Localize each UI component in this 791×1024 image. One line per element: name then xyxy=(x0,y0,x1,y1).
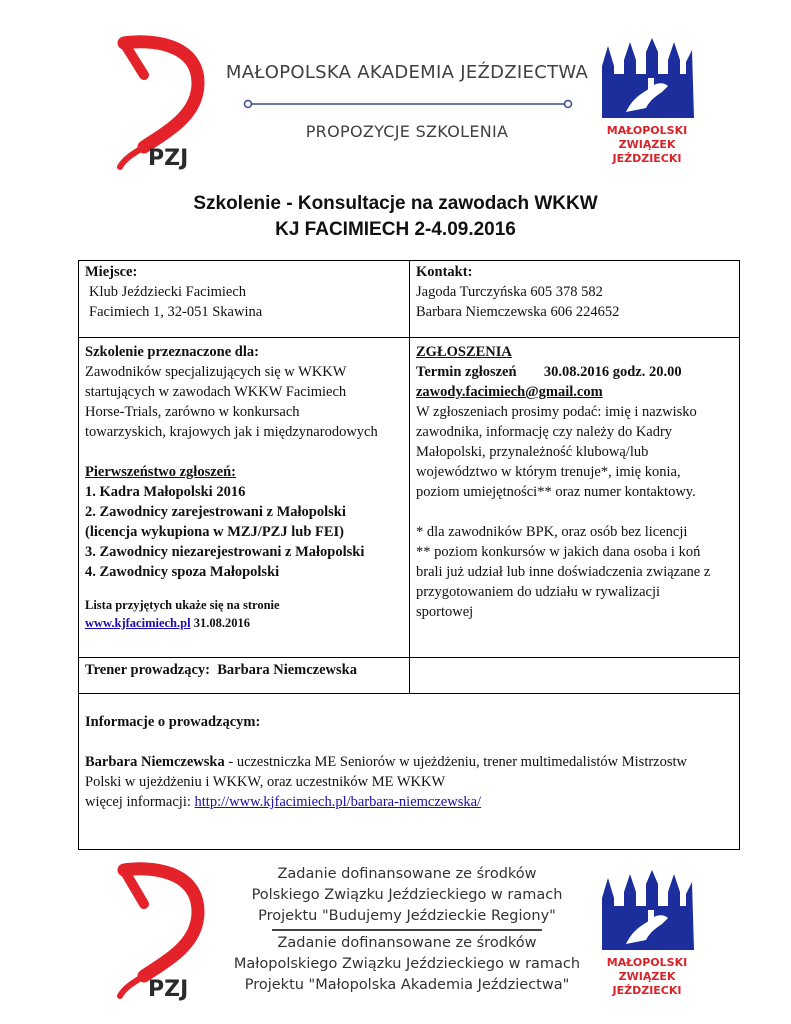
registration-info-line: W zgłoszeniach prosimy podać: imię i nazwisko xyxy=(416,404,697,420)
footer-block2-line: Projektu "Małopolska Akademia Jeździectwa" xyxy=(244,977,570,993)
mzj-logo xyxy=(598,38,696,170)
target-line: Zawodników specjalizujących się w WKKW xyxy=(85,364,347,380)
priority-item: (licencja wykupiona w MZJ/PZJ lub FEI) xyxy=(85,524,345,540)
academy-title: MAŁOPOLSKA AKADEMIA JEŹDZIECTWA xyxy=(225,62,589,83)
column-divider xyxy=(409,261,410,693)
footer-pzj-logo xyxy=(110,862,210,1010)
place-club: Klub Jeździecki Facimiech xyxy=(89,284,247,300)
registration-info-line: zawodnika, informację czy należy do Kadry xyxy=(416,424,673,440)
contact-person-1: Jagoda Turczyńska 605 378 582 xyxy=(416,284,603,300)
deadline-value: 30.08.2016 godz. 20.00 xyxy=(543,364,682,380)
svg-text:MAŁOPOLSKI: MAŁOPOLSKI xyxy=(606,124,688,137)
list-date: 31.08.2016 xyxy=(193,616,250,630)
trainer-cell xyxy=(85,660,407,680)
svg-text:MAŁOPOLSKI: MAŁOPOLSKI xyxy=(606,956,688,969)
footer-block1-line: Polskiego Związku Jeździeckiego w ramach xyxy=(251,887,563,903)
about-heading: Informacje o prowadzącym: xyxy=(85,714,261,730)
list-note: Lista przyjętych ukaże się na stronie xyxy=(85,598,280,612)
footer-block2-line: Zadanie dofinansowane ze środków xyxy=(277,935,537,951)
registration-cell xyxy=(416,342,738,622)
registration-note-line: przygotowaniem do udziału w rywalizacji xyxy=(416,584,661,600)
target-line: startujących w zawodach WKKW Facimiech xyxy=(85,384,347,400)
svg-text:ZWIĄZEK: ZWIĄZEK xyxy=(618,138,676,151)
header-divider xyxy=(243,96,573,106)
target-line: towarzyskich, krajowych jak i międzynarodowych xyxy=(85,424,378,440)
row-divider xyxy=(79,693,739,694)
footer-block1-line: Projektu "Budujemy Jeździeckie Regiony" xyxy=(258,908,556,924)
registration-note-line: * dla zawodników BPK, oraz osób bez licencji xyxy=(416,524,688,540)
registration-note-line: sportowej xyxy=(416,604,474,620)
more-info-link[interactable]: http://www.kjfacimiech.pl/barbara-niemczewska/ xyxy=(194,794,482,810)
about-bio-line1: - uczestniczka ME Seniorów w ujeżdżeniu, trener multimedalistów Mistrzostw xyxy=(224,754,687,770)
target-heading: Szkolenie przeznaczone dla: xyxy=(85,344,259,360)
footer-block2-line: Małopolskiego Związku Jeździeckiego w ramach xyxy=(233,956,581,972)
list-link[interactable]: www.kjfacimiech.pl xyxy=(85,616,191,630)
priority-item: 1. Kadra Małopolski 2016 xyxy=(85,484,246,500)
priority-item: 4. Zawodnicy spoza Małopolski xyxy=(85,564,280,580)
priority-heading: Pierwszeństwo zgłoszeń: xyxy=(85,464,236,480)
about-name: Barbara Niemczewska xyxy=(85,754,225,770)
svg-text:ZWIĄZEK: ZWIĄZEK xyxy=(618,970,676,983)
svg-text:JEŹDZIECKI: JEŹDZIECKI xyxy=(612,984,682,997)
info-table xyxy=(78,260,740,850)
trainer-label: Trener prowadzący: xyxy=(85,662,210,678)
svg-text:PZJ: PZJ xyxy=(148,146,189,171)
registration-info-line: województwo w którym trenuje*, imię konia, xyxy=(416,464,681,480)
pzj-logo xyxy=(110,35,210,180)
place-cell xyxy=(85,262,403,322)
about-cell xyxy=(85,712,735,812)
target-line: Horse-Trials, zarówno w konkursach xyxy=(85,404,300,420)
trainer-name: Barbara Niemczewska xyxy=(217,662,357,678)
document-title-line1: Szkolenie - Konsultacje na zawodach WKKW xyxy=(193,193,598,214)
registration-info-line: Małopolski, przynależność klubową/lub xyxy=(416,444,649,460)
target-cell xyxy=(85,342,407,632)
priority-item: 3. Zawodnicy niezarejestrowani z Małopolski xyxy=(85,544,365,560)
footer-block1-line: Zadanie dofinansowane ze środków xyxy=(277,866,537,882)
contact-person-2: Barbara Niemczewska 606 224652 xyxy=(416,304,620,320)
place-heading: Miejsce: xyxy=(85,264,138,280)
document-title-line2: KJ FACIMIECH 2-4.09.2016 xyxy=(275,219,516,240)
registration-note-line: ** poziom konkursów w jakich dana osoba i koń xyxy=(416,544,701,560)
svg-text:JEŹDZIECKI: JEŹDZIECKI xyxy=(612,152,682,165)
registration-note-line: brali już udział lub inne doświadczenia związane z xyxy=(416,564,711,580)
deadline-label: Termin zgłoszeń xyxy=(416,364,517,380)
more-info-label: więcej informacji: xyxy=(85,794,195,810)
registration-info-line: poziom umiejętności** oraz numer kontaktowy. xyxy=(416,484,696,500)
registration-heading: ZGŁOSZENIA xyxy=(416,344,512,360)
contact-heading: Kontakt: xyxy=(416,264,473,280)
footer-divider xyxy=(272,929,542,931)
priority-item: 2. Zawodnicy zarejestrowani z Małopolski xyxy=(85,504,346,520)
registration-email[interactable]: zawody.facimiech@gmail.com xyxy=(416,384,603,400)
svg-text:PZJ: PZJ xyxy=(148,977,189,1002)
footer-mzj-logo xyxy=(598,870,696,1002)
contact-cell xyxy=(416,262,734,322)
proposal-subtitle: PROPOZYCJE SZKOLENIA xyxy=(305,122,509,141)
about-bio-line2: Polski w ujeżdżeniu i WKKW, oraz uczestników ME WKKW xyxy=(85,774,446,790)
place-address: Facimiech 1, 32-051 Skawina xyxy=(89,304,263,320)
